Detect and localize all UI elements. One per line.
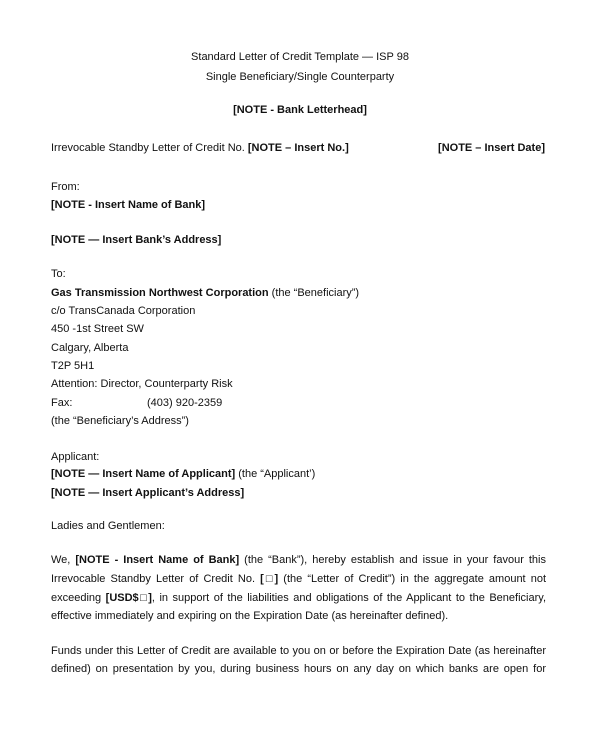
p1-exceeding: exceeding [51,592,102,604]
address-line: T2P 5H1 [51,360,95,372]
p1-line3-text: , in support of the liabilities and obligations of the Applicant to the Beneficiary, [151,592,546,604]
p1-line2-post: (the “Letter of Credit”) in the aggregate amount not [283,573,546,585]
fax-label: Fax: [51,397,73,409]
applicant-label: Applicant: [51,451,100,463]
title-line-1: Standard Letter of Credit Template — ISP 98 [191,51,409,63]
paragraph-2-line-2: defined) on presentation by you, during business hours on any day on which banks are open for [51,663,546,675]
beneficiary-address-note: (the “Beneficiary’s Address”) [51,415,189,427]
from-label: From: [51,181,80,193]
p1-credit-number-box: [□] [260,573,279,585]
p1-amount-box: [USD$□] [105,592,152,604]
beneficiary-suffix: (the “Beneficiary”) [271,287,360,299]
paragraph-1-line-4: effective immediately and expiring on the Expiration Date (as hereinafter defined). [51,610,449,622]
bank-address-note: [NOTE — Insert Bank’s Address] [51,234,222,246]
address-line: c/o TransCanada Corporation [51,305,196,317]
applicant-name-line [51,467,315,481]
applicant-address-note: [NOTE — Insert Applicant’s Address] [51,487,245,499]
paragraph-1-line-1 [51,553,546,567]
p1-line2-text: Irrevocable Standby Letter of Credit No. [51,573,256,585]
paragraph-1-line-3 [51,591,546,605]
p1-bank-note: [NOTE - Insert Name of Bank] [75,554,240,566]
address-line: Calgary, Alberta [51,342,129,354]
beneficiary-company: Gas Transmission Northwest Corporation [51,287,269,299]
salutation: Ladies and Gentlemen: [51,520,165,532]
fax-number: (403) 920-2359 [147,397,223,409]
title-line-2: Single Beneficiary/Single Counterparty [205,71,395,83]
to-label: To: [51,268,66,280]
paragraph-1-line-2 [51,572,546,586]
p1-we: We, [51,554,71,566]
paragraph-2-line-1: Funds under this Letter of Credit are available to you on or before the Expiration Date (as hereinafter [51,645,546,657]
applicant-name-suffix: (the “Applicant’) [238,468,316,480]
credit-number-note: [NOTE – Insert No.] [247,142,349,154]
bank-name-note: [NOTE - Insert Name of Bank] [51,199,206,211]
credit-ref-label: Irrevocable Standby Letter of Credit No. [51,142,245,154]
p1-line1-text: (the “Bank”), hereby establish and issue in your favour this [244,554,546,566]
credit-ref-line [51,141,349,155]
applicant-name-note: [NOTE — Insert Name of Applicant] [51,468,236,480]
address-line: 450 -1st Street SW [51,323,144,335]
beneficiary-line [51,286,359,300]
credit-date-note: [NOTE – Insert Date] [438,142,545,154]
address-line: Attention: Director, Counterparty Risk [51,378,233,390]
letterhead-note: [NOTE - Bank Letterhead] [233,104,367,116]
